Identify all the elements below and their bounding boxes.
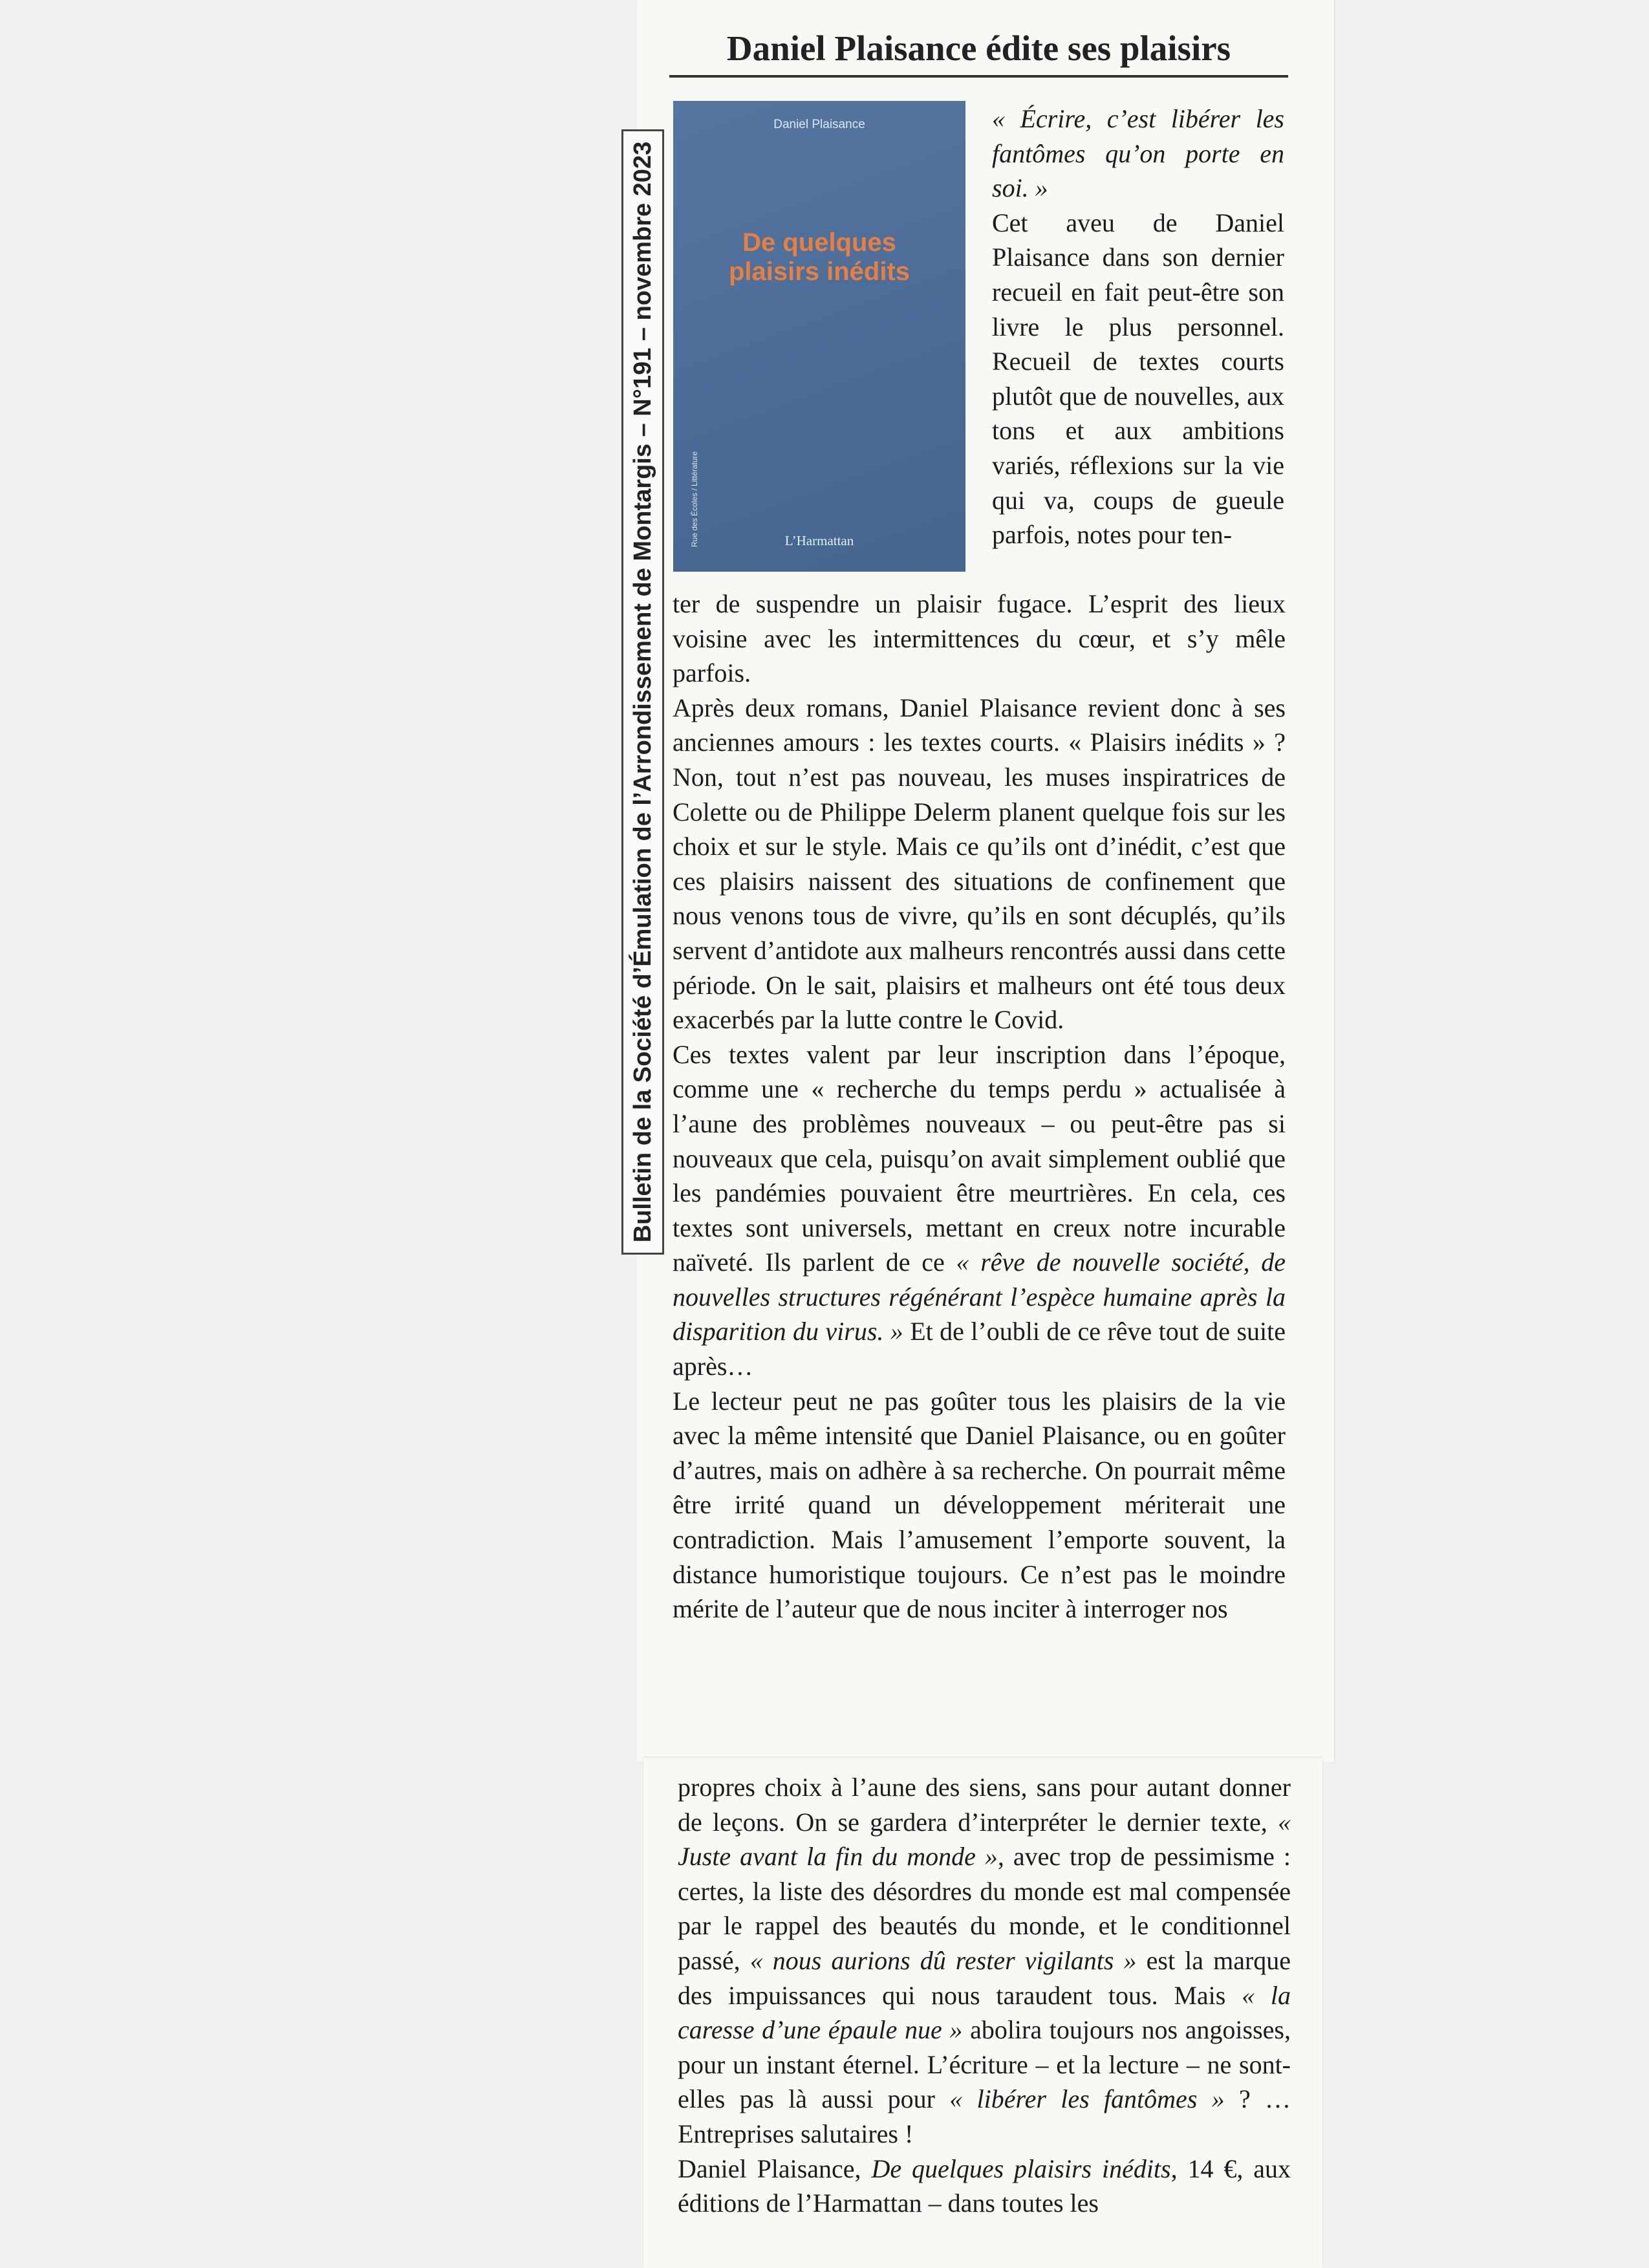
book-reference: [678, 2152, 1291, 2221]
paragraph-3-end: Et de l’oubli de ce rêve tout de suite après…: [673, 1317, 1286, 1381]
paragraph-3: [673, 1037, 1286, 1384]
source-label: Bulletin de la Société d’Émulation de l’Arrondissement de Montargis – N°191 – novembre 2023: [621, 129, 664, 1255]
cover-title-line2: plaisirs inédits: [728, 257, 911, 286]
cover-author: Daniel Plaisance: [773, 118, 865, 131]
wrap-column: [992, 102, 1284, 552]
lower-column: [678, 1770, 1291, 2221]
paragraph-1-wrap: Cet aveu de Daniel Plaisance dans son dernier recueil en fait peut-être son livre le plus personnel. Recueil de textes courts plutôt que de nouvelles, aux tons et aux ambitions variés, réflexions sur la vie qui va, coups de gueule parfois, notes pour ten-: [992, 208, 1284, 550]
paragraph-1-rest: ter de suspendre un plaisir fugace. L’esprit des lieux voisine avec les intermittences du cœur, et s’y mêle parfois.: [673, 589, 1286, 688]
cover-title: [673, 228, 965, 286]
paragraph-4-upper: Le lecteur peut ne pas goûter tous les plaisirs de la vie avec la même intensité que Daniel Plaisance, ou en goûter d’autres, mais on adhère à sa recherche. On pourrait même être irrité quand un développement mériterait une contradiction. Mais l’amusement l’emporte souvent, la distance humoristique toujours. Ce n’est pas le moindre mérite de l’auteur que de nous inciter à interroger nos: [673, 1386, 1286, 1624]
p4-quote-3: « la caresse d’une épaule nue »: [678, 1980, 1291, 2045]
cover-title-line1: De quelques: [742, 228, 896, 257]
p4-text-e: ? … Entreprises salutaires !: [678, 2084, 1291, 2148]
headline: Daniel Plaisance édite ses plaisirs: [669, 23, 1288, 78]
p4-text-a: propres choix à l’aune des siens, sans pour autant donner de leçons. On se gardera d’interpréter le dernier texte,: [678, 1773, 1291, 1837]
cover-publisher: L’Harmattan: [784, 533, 854, 548]
p4-text-d: abolira toujours nos angoisses, pour un instant éternel. L’écriture – et la lecture – ne sont-elles pas là aussi pour: [678, 2015, 1291, 2114]
p4-quote-2: « nous aurions dû rester vigilants »: [749, 1945, 1137, 1975]
cover-collection: Rue des Écoles / Littérature: [690, 451, 699, 547]
book-cover-image: [673, 101, 965, 572]
paragraph-3-quote: « rêve de nouvelle société, de nouvelles structures régénérant l’espèce humaine après la disparition du virus. »: [673, 1247, 1286, 1346]
paragraph-2: Après deux romans, Daniel Plaisance revient donc à ses anciennes amours : les textes courts. « Plaisirs inédits » ? Non, tout n’est pas nouveau, les muses inspiratrices de Colette ou de Philippe Delerm planent quelque fois sur les choix et sur le style. Mais ce qu’ils ont d’inédit, c’est que ces plaisirs naissent des situations de confinement que nous venons tous de vivre, qu’ils en sont décuplés, qu’ils servent d’antidote aux malheurs rencontrés aussi dans cette période. On le sait, plaisirs et malheurs ont été tous deux exacerbés par la lutte contre le Covid.: [673, 693, 1286, 1035]
p4-text-b: , avec trop de pessimisme : certes, la liste des désordres du monde est mal compensée par le rappel des beautés du monde, et le conditionnel passé,: [678, 1842, 1291, 1975]
epigraph: « Écrire, c’est libérer les fantômes qu’on porte en soi. »: [992, 104, 1284, 203]
ref-details: , 14 €, aux éditions de l’Harmattan – dans toutes les: [678, 2154, 1291, 2218]
full-column: [673, 587, 1286, 1626]
ref-book-title: De quelques plaisirs inédits: [871, 2154, 1171, 2183]
p4-text-c: est la marque des impuissances qui nous taraudent tous. Mais: [678, 1945, 1291, 2010]
p4-quote-4: « libérer les fantômes »: [949, 2084, 1225, 2114]
ref-author: Daniel Plaisance,: [678, 2154, 861, 2183]
p4-quote-1: « Juste avant la fin du monde »: [678, 1807, 1291, 1872]
paragraph-3-text: Ces textes valent par leur inscription dans l’époque, comme une « recherche du temps perdu » actualisée à l’aune des problèmes nouveaux – ou peut-être pas si nouveaux que cela, puisqu’on avait simplement oublié que les pandémies pouvaient être meurtrières. En cela, ces textes sont universels, mettant en creux notre incurable naïveté. Ils parlent de ce: [673, 1039, 1286, 1277]
paragraph-4-lower: [678, 1770, 1291, 2152]
